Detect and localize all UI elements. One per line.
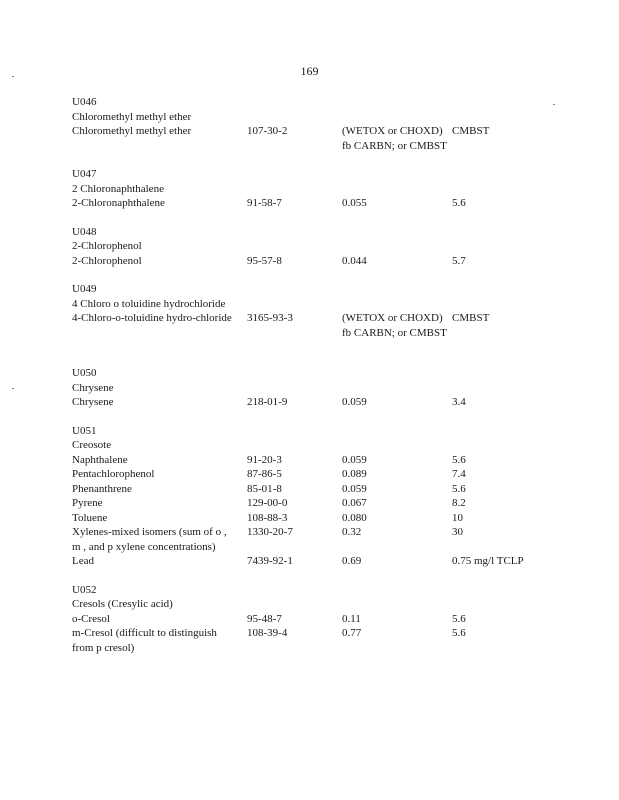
constituent-row [72,254,572,269]
nonwastewater-standard: 0.75 mg/l TCLP [452,555,524,567]
waste-code-section-u047 [72,167,572,211]
wastewater-standard: 0.69 [342,555,362,567]
waste-code-listing [72,95,572,669]
constituent-row [72,496,572,511]
constituent-name: Pentachlorophenol [72,468,155,480]
constituent-row [72,453,572,468]
waste-code: U047 [72,168,97,180]
waste-code-section-u049 [72,282,572,340]
waste-code-section-u051 [72,424,572,569]
constituent-row [72,612,572,627]
nonwastewater-standard: 3.4 [452,396,466,408]
waste-code: U051 [72,424,97,437]
constituent-row [72,511,572,526]
nonwastewater-standard: CMBST [452,312,490,324]
waste-code: U050 [72,367,97,379]
constituent-name: 4-Chloro-o-toluidine hydro-chloride [72,312,232,324]
cas-number: 7439-92-1 [247,555,293,567]
constituent-name: Lead [72,555,94,567]
constituent-name: Naphthalene [72,453,128,466]
constituent-name: 2-Chloronaphthalene [72,197,165,209]
wastewater-standard: 0.059 [342,453,367,466]
nonwastewater-standard: 7.4 [452,468,466,480]
cas-number: 87-86-5 [247,468,282,480]
waste-code-section-u046 [72,95,572,153]
nonwastewater-standard: 10 [452,511,463,524]
waste-code: U052 [72,583,97,596]
constituent-row [72,467,572,482]
cas-number: 91-20-3 [247,453,282,466]
wastewater-standard: 0.059 [342,482,367,495]
wastewater-standard: 0.32 [342,526,362,538]
constituent-row [72,554,572,569]
cas-number: 95-48-7 [247,612,282,625]
constituent-name: 2-Chlorophenol [72,254,142,267]
wastewater-standard: 0.044 [342,254,367,267]
constituent-row [72,482,572,497]
constituent-name: Toluene [72,511,108,524]
waste-code: U046 [72,96,97,108]
constituent-name: Phenanthrene [72,482,132,495]
wastewater-standard: 0.089 [342,468,367,480]
constituent-row [72,311,572,340]
nonwastewater-standard: 8.2 [452,497,466,509]
wastewater-standard: 0.77 [342,627,362,639]
constituent-name: Chloromethyl methyl ether [72,125,192,137]
wastewater-standard: (WETOX or CHOXD) fb CARBN; or CMBST [342,312,447,339]
cas-number: 91-58-7 [247,197,282,209]
waste-code-title: Cresols (Cresylic acid) [72,598,173,610]
constituent-row [72,196,572,211]
waste-code-title: Chrysene [72,381,114,394]
constituent-row [72,124,572,153]
scan-speck [12,388,14,389]
constituent-row [72,525,572,554]
constituent-row [72,626,572,655]
constituent-name: Chrysene [72,396,114,408]
scan-speck [12,76,14,77]
constituent-row [72,395,572,410]
constituent-name: Pyrene [72,497,103,509]
wastewater-standard: 0.055 [342,197,367,209]
waste-code-section-u052 [72,583,572,656]
cas-number: 1330-20-7 [247,526,293,538]
nonwastewater-standard: CMBST [452,125,490,137]
waste-code-title: 2 Chloronaphthalene [72,182,164,195]
wastewater-standard: 0.11 [342,612,361,625]
cas-number: 108-39-4 [247,627,288,639]
cas-number: 108-88-3 [247,511,288,524]
wastewater-standard: (WETOX or CHOXD) fb CARBN; or CMBST [342,125,447,152]
cas-number: 129-00-0 [247,497,288,509]
waste-code: U049 [72,283,97,295]
waste-code-title: 4 Chloro o toluidine hydrochloride [72,297,226,310]
page-number: 169 [300,64,319,78]
constituent-name: o-Cresol [72,612,110,625]
wastewater-standard: 0.067 [342,497,367,509]
cas-number: 95-57-8 [247,254,282,267]
nonwastewater-standard: 30 [452,526,463,538]
constituent-name: m-Cresol (difficult to distinguish from p cresol) [72,627,217,654]
waste-code-title: Creosote [72,439,112,451]
wastewater-standard: 0.080 [342,511,367,524]
wastewater-standard: 0.059 [342,396,367,408]
cas-number: 3165-93-3 [247,312,293,324]
nonwastewater-standard: 5.6 [452,612,466,625]
waste-code-section-u050 [72,366,572,410]
nonwastewater-standard: 5.6 [452,627,466,639]
nonwastewater-standard: 5.7 [452,254,466,267]
cas-number: 107-30-2 [247,125,288,137]
waste-code-title: Chloromethyl methyl ether [72,110,192,123]
waste-code-title: 2-Chlorophenol [72,240,142,252]
constituent-name: Xylenes-mixed isomers (sum of o , m , and p xylene concentrations) [72,526,227,553]
waste-code-section-u048 [72,225,572,269]
cas-number: 218-01-9 [247,396,288,408]
nonwastewater-standard: 5.6 [452,197,466,209]
nonwastewater-standard: 5.6 [452,482,466,495]
waste-code: U048 [72,225,97,238]
nonwastewater-standard: 5.6 [452,453,466,466]
cas-number: 85-01-8 [247,482,282,495]
